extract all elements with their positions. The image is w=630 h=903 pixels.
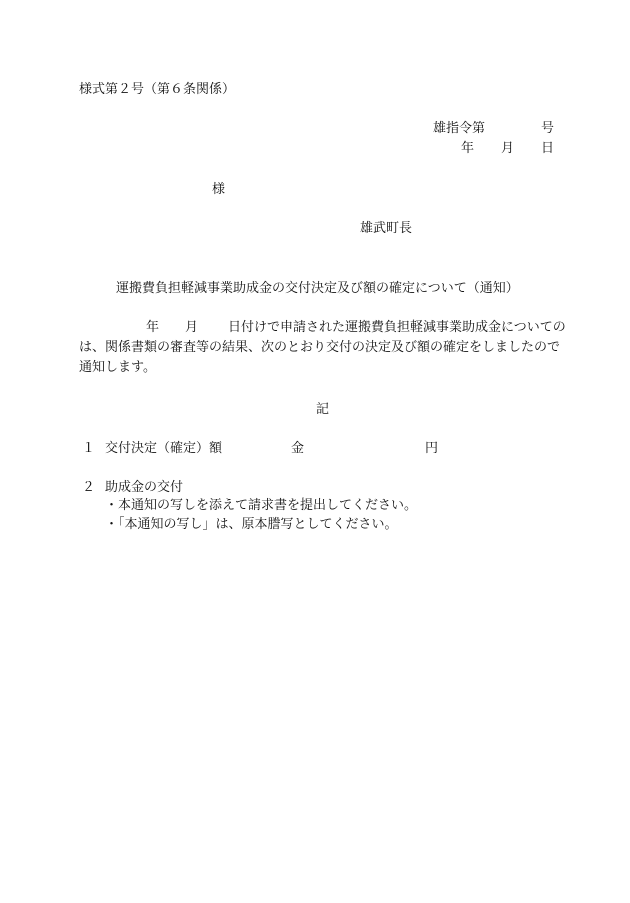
date-year: 年 [461, 141, 475, 156]
item1-number: １ [82, 441, 96, 456]
doc-number-label: 雄指令第 [433, 121, 486, 136]
body-line-3: 通知します。 [79, 360, 156, 375]
sender-name: 雄武町長 [360, 221, 413, 236]
ki-heading: 記 [316, 402, 330, 417]
item2-bullet: ・本通知の写しを添えて請求書を提出してください。 [105, 498, 418, 513]
recipient-honorific: 様 [212, 182, 226, 197]
document-title: 運搬費負担軽減事業助成金の交付決定及び額の確定について（通知） [116, 281, 519, 296]
item1-yen: 円 [425, 441, 439, 456]
body-year: 年 [146, 320, 160, 335]
item1-label: 交付決定（確定）額 [105, 441, 223, 456]
body-month: 月 [185, 320, 199, 335]
item2-bullet: ・「本通知の写し」は、原本謄写としてください。 [105, 517, 398, 532]
form-number: 様式第２号（第６条関係） [79, 82, 236, 97]
doc-number-suffix: 号 [541, 121, 555, 136]
body-rest: 日付けで申請された運搬費負担軽減事業助成金についての [228, 320, 566, 335]
item2-label: 助成金の交付 [105, 480, 184, 495]
item2-number: ２ [82, 480, 96, 495]
date-month: 月 [501, 141, 515, 156]
item1-kin: 金 [291, 441, 305, 456]
date-day: 日 [541, 141, 555, 156]
body-line-2: は、関係書類の審査等の結果、次のとおり交付の決定及び額の確定をしましたので [79, 340, 561, 355]
